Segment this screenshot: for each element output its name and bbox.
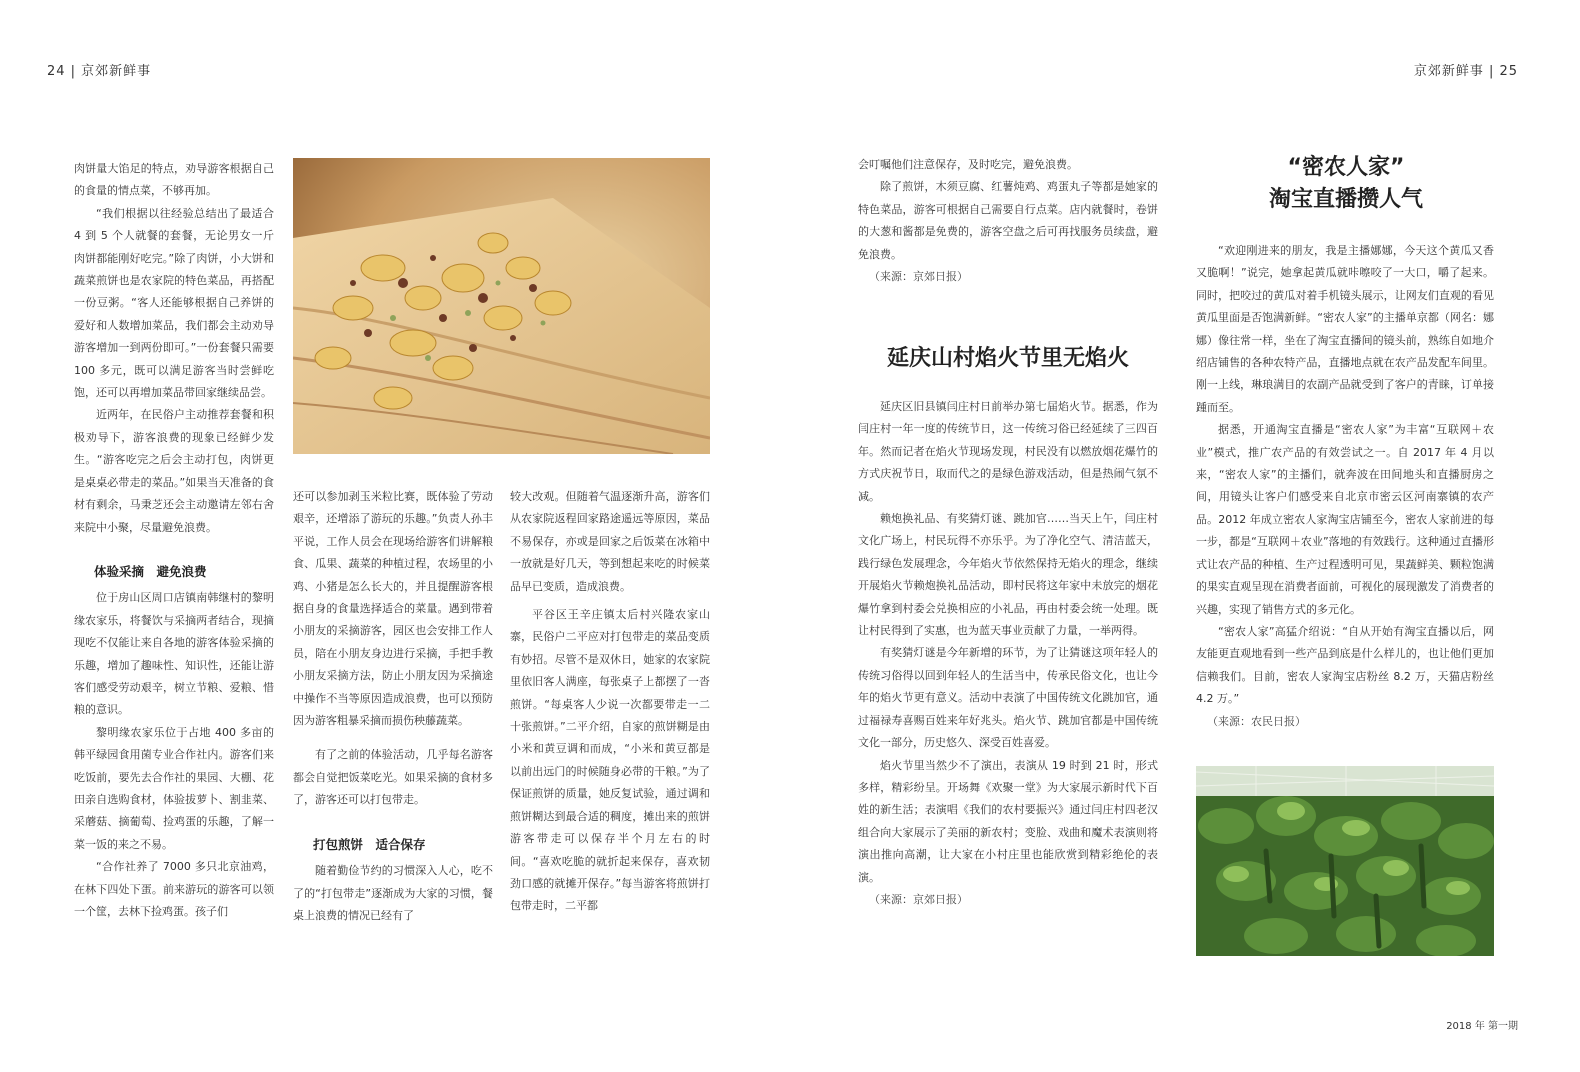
article-column-1	[74, 158, 274, 923]
title-line-2: 淘宝直播攒人气	[1268, 187, 1423, 212]
paragraph: 较大改观。但随着气温逐渐升高，游客们从农家院返程回家路途遥远等原因，菜品不易保存，亦或是回家之后饭菜在冰箱中一放就是好几天，等到想起来吃的时候菜品早已变质，造成浪费。	[510, 490, 710, 593]
paragraph: 还可以参加剥玉米粒比赛，既体验了劳动艰辛，还增添了游玩的乐趣。”负责人孙丰平说，工作人员会在现场给游客们讲解粮食、瓜果、蔬菜的种植过程，农场里的小鸡、小猪是怎么长大的，并且提醒游客根据自身的食量选择适合的菜量。遇到带着小朋友的采摘游客，园区也会安排工作人员，陪在小朋友身边进行采摘，手把手教小朋友采摘方法，防止小朋友因为采摘途中操作不当等原因造成浪费，也可以预防因为游客粗暴采摘而损伤秧藤蔬菜。	[293, 490, 493, 728]
article-column-2	[293, 486, 493, 927]
paragraph: 肉饼量大馅足的特点，劝导游客根据自己的食量的情点菜，不够再加。	[74, 162, 274, 198]
article-column-3	[510, 486, 710, 918]
paragraph: 黎明缘农家乐位于占地 400 多亩的韩平绿园食用菌专业合作社内。游客们来吃饭前，要先去合作社的果园、大棚、花田亲自选购食材，体验拔萝卜、割韭菜、采蘑菇、摘葡萄、捡鸡蛋的乐趣，了解一菜一饭的来之不易。	[74, 725, 274, 851]
article-title-minong	[1196, 152, 1496, 216]
cucumber-greenhouse-icon	[1196, 766, 1494, 956]
source-note: （来源：农民日报）	[1207, 714, 1306, 728]
paragraph: 会叮嘱他们注意保存，及时吃完，避免浪费。	[858, 158, 1078, 171]
paragraph: 据悉，开通淘宝直播是“密农人家”为丰富“互联网＋农业”模式，推广农产品的有效尝试之一。自 2017 年 4 月以来，“密农人家”的主播们，就奔波在田间地头和直播厨房之间，用镜头让客户们感受来自北京市密云区河南寨镇的农产品。2012 年成立密农人家淘宝店铺至今，密农人家前进的每一步，都是“互联网＋农业”落地的有效践行。这种通过直播形式让农产品的种植、生产过程透明可见，果蔬鲜美、颗粒饱满的果实直观呈现在消费者面前，可视化的展现激发了消费者的兴趣，实现了销售方式的多元化。	[1196, 423, 1494, 616]
source-note: （来源：京郊日报）	[869, 270, 968, 284]
article-title-yanqing: 延庆山村焰火节里无焰火	[886, 346, 1129, 371]
paragraph: “密农人家”高猛介绍说：“自从开始有淘宝直播以后，网友能更直观地看到一些产品到底是什么样儿的，也让他们更加信赖我们。目前，密农人家淘宝店粉丝 8.2 万，天猫店粉丝 4.2 万。”	[1196, 624, 1494, 706]
paragraph: 平谷区王辛庄镇太后村兴隆农家山寨，民俗户二平应对打包带走的菜品变质有妙招。尽管不是双休日，她家的农家院里依旧客人满座，每张桌子上都摆了一沓煎饼。“每桌客人少说一次都要带走一二十张煎饼。”二平介绍，自家的煎饼糊是由小米和黄豆调和而成，“小米和黄豆都是以前出远门的时候随身必带的干粮。”为了保证煎饼的质量，她反复试验，通过调和煎饼糊达到最合适的稠度，摊出来的煎饼游客带走可以保存半个月左右的时间。“喜欢吃脆的就折起来保存，喜欢韧劲口感的就摊开保存。”每当游客将煎饼打包带走时，二平都	[510, 608, 710, 913]
page-header-right: 京郊新鲜事 | 25	[1413, 64, 1518, 79]
page-header-left: 24 | 京郊新鲜事	[47, 64, 152, 79]
section-heading: 体验采摘 避免浪费	[94, 563, 207, 579]
paragraph: 近两年，在民俗户主动推荐套餐和积极劝导下，游客浪费的现象已经鲜少发生。“游客吃完之后会主动打包，肉饼更是桌桌必带走的菜品。”如果当天准备的食材有剩余，马秉芝还会主动邀请左邻右舍来院中小聚，尽量避免浪费。	[74, 408, 274, 534]
paragraph: 赖炮换礼品、有奖猜灯谜、跳加官……当天上午，闫庄村文化广场上，村民玩得不亦乐乎。为了净化空气、清洁蓝天，践行绿色发展理念，今年焰火节依然保持无焰火的理念，继续开展焰火节赖炮换礼品活动，即村民将这年家中未放完的烟花爆竹拿到村委会兑换相应的小礼品，再由村委会统一处理。既让村民得到了实惠，也为蓝天事业贡献了力量，一举两得。	[858, 512, 1158, 638]
paragraph: “合作社养了 7000 多只北京油鸡，在林下四处下蛋。前来游玩的游客可以领一个筐，去林下捡鸡蛋。孩子们	[74, 860, 274, 918]
pancake-photo-icon	[293, 158, 710, 454]
title-line-1: “密农人家”	[1287, 155, 1405, 180]
cucumber-photo	[1196, 766, 1494, 956]
section-heading: 打包煎饼 适合保存	[313, 836, 426, 852]
pancake-photo	[293, 158, 710, 454]
paragraph: 焰火节里当然少不了演出，表演从 19 时到 21 时，形式多样，精彩纷呈。开场舞《欢聚一堂》为大家展示新时代下百姓的新生活；表演唱《我们的农村要振兴》通过闫庄村四老汉组合向大家展示了美丽的新农村；变脸、戏曲和魔术表演则将演出推向高潮，让大家在小村庄里也能欣赏到精彩绝伦的表演。	[858, 758, 1158, 884]
paragraph: 延庆区旧县镇闫庄村日前举办第七届焰火节。据悉，作为闫庄村一年一度的传统节日，这一传统习俗已经延续了三四百年。然而记者在焰火节现场发现，村民没有以燃放烟花爆竹的方式庆祝节日，取而代之的是绿色游戏活动，但是热闹气氛不减。	[858, 400, 1158, 503]
paragraph: 除了煎饼，木须豆腐、红薯炖鸡、鸡蛋丸子等都是她家的特色菜品，游客可根据自己需要自行点菜。店内就餐时，卷饼的大葱和酱都是免费的，游客空盘之后可再找服务员续盘，避免浪费。	[858, 180, 1158, 261]
page-footer: 2018 年 第一期	[1446, 1021, 1518, 1032]
paragraph: 位于房山区周口店镇南韩继村的黎明缘农家乐，将餐饮与采摘两者结合，现摘现吃不仅能让来自各地的游客体验采摘的乐趣，增加了趣味性、知识性，还能让游客们感受劳动艰辛，树立节粮、爱粮、惜粮的意识。	[74, 591, 274, 717]
article-column-4	[858, 154, 1158, 288]
article-column-4b	[858, 396, 1158, 911]
paragraph: “我们根据以往经验总结出了最适合 4 到 5 个人就餐的套餐，无论男女一斤肉饼都能刚好吃完。”除了肉饼，小大饼和蔬菜煎饼也是农家院的特色菜品，再搭配一份豆粥。“客人还能够根据自己养饼的爱好和人数增加菜品，我们都会主动劝导游客增加一到两份即可。”一份套餐只需要 100 多元，既可以满足游客当时尝鲜吃饱，还可以再增加菜品带回家继续品尝。	[74, 206, 274, 400]
article-column-5	[1196, 240, 1494, 733]
source-note: （来源：京郊日报）	[869, 892, 968, 906]
paragraph: 有奖猜灯谜是今年新增的环节，为了让猜谜这项年轻人的传统习俗得以回到年轻人的生活当中，传承民俗文化，也让今年的焰火节更有意义。活动中表演了中国传统文化跳加官，通过福禄寿喜赐百姓来年好兆头。焰火节、跳加官都是中国传统文化一部分，历史悠久、深受百姓喜爱。	[858, 646, 1158, 750]
paragraph: 随着勤俭节约的习惯深入人心，吃不了的“打包带走”逐渐成为大家的习惯，餐桌上浪费的情况已经有了	[293, 864, 493, 922]
paragraph: 有了之前的体验活动，几乎每名游客都会自觉把饭菜吃光。如果采摘的食材多了，游客还可以打包带走。	[293, 748, 493, 807]
paragraph: “欢迎刚进来的朋友，我是主播娜娜，今天这个黄瓜又香又脆啊！”说完，她拿起黄瓜就咔嚓咬了一大口，嚼了起来。同时，把咬过的黄瓜对着手机镜头展示，让网友们直观的看见黄瓜里面是否饱满新鲜。“密农人家”的主播单京都（网名：娜娜）像往常一样，坐在了淘宝直播间的镜头前，熟练自如地介绍店铺售的各种农特产品，直播地点就在农产品发配车间里。刚一上线，琳琅满目的农副产品就受到了客户的青睐，订单接踵而至。	[1196, 244, 1494, 414]
